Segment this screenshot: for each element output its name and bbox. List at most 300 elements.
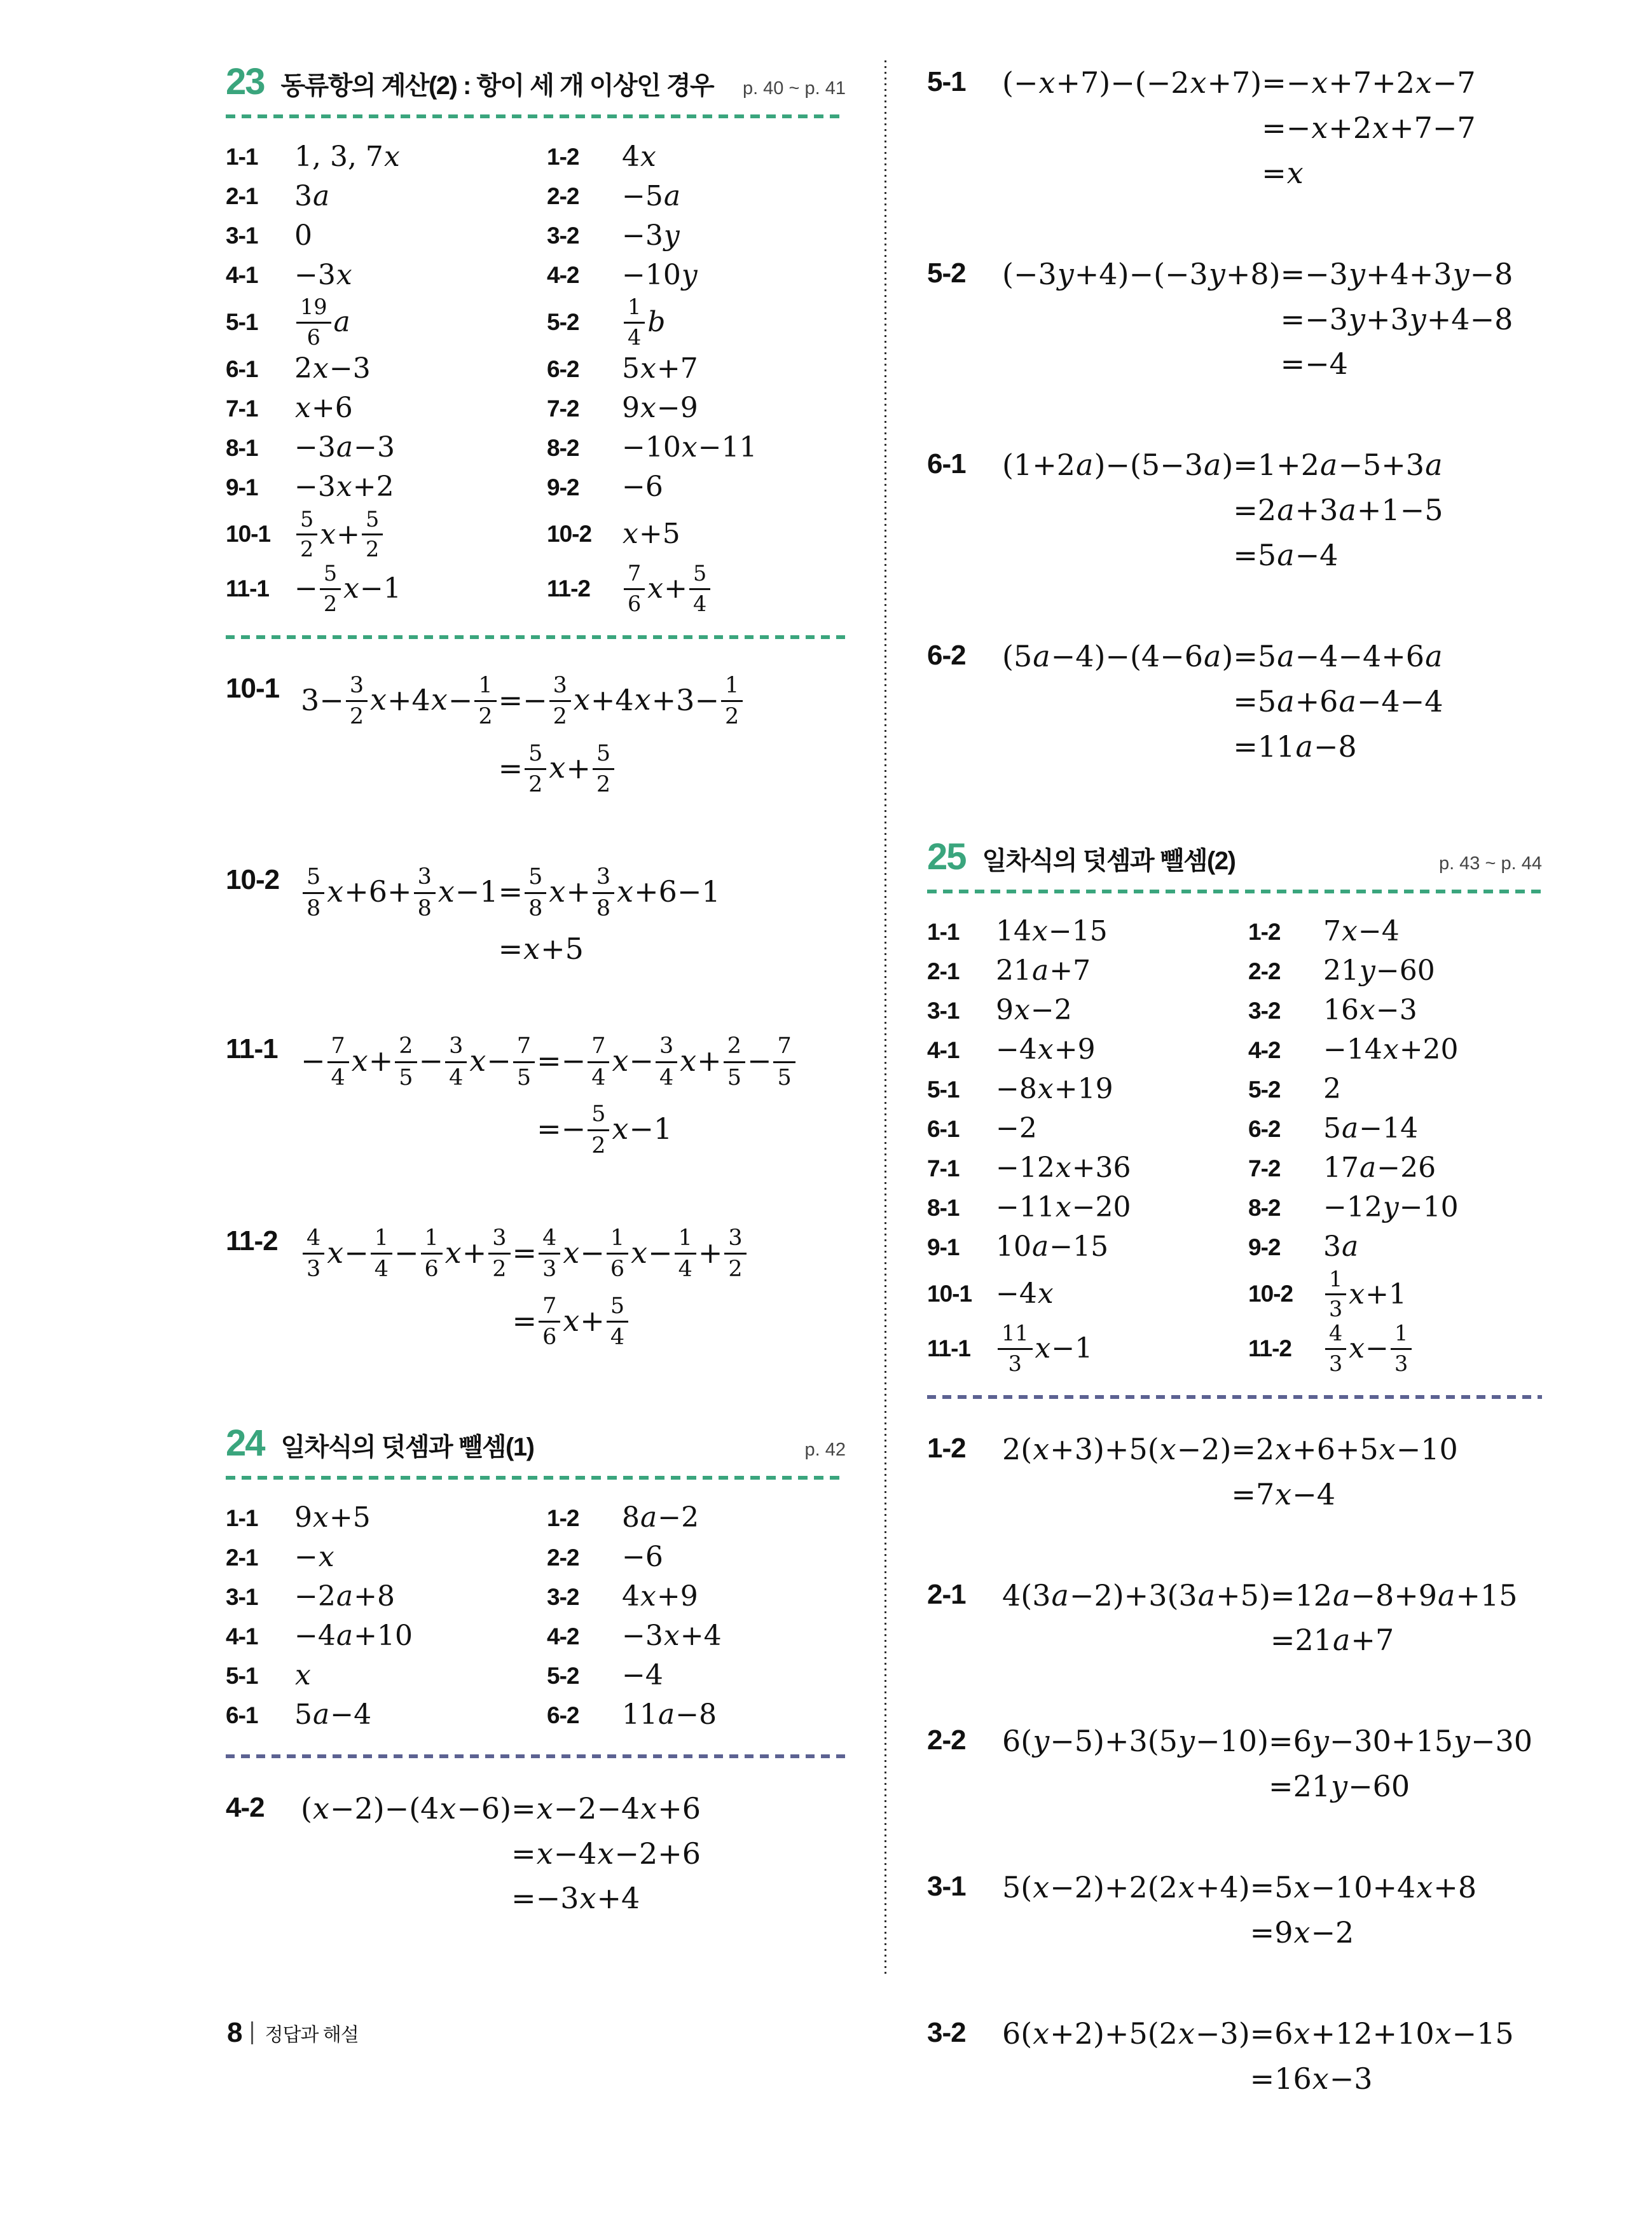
solution-steps bbox=[1002, 634, 1443, 769]
fraction bbox=[445, 1033, 467, 1090]
answer-row bbox=[226, 389, 846, 429]
answer-row bbox=[226, 295, 846, 350]
answer-label: 6-2 bbox=[1248, 1115, 1281, 1142]
solution bbox=[927, 252, 1542, 387]
fraction-denominator: 3 bbox=[1329, 1351, 1343, 1377]
answer-label: 7-1 bbox=[226, 395, 258, 422]
fraction-numerator: 5 bbox=[689, 561, 710, 590]
answer-value: 4x+9 bbox=[622, 1580, 698, 1613]
fraction-denominator: 2 bbox=[349, 704, 364, 730]
answer-value: −2 bbox=[996, 1112, 1037, 1145]
solution-lhs: 6(y−5)+3(5y−10) bbox=[1002, 1724, 1269, 1759]
fraction-numerator: 4 bbox=[1325, 1321, 1346, 1350]
fraction-numerator: 3 bbox=[549, 673, 571, 702]
answer-value: 14x−15 bbox=[996, 915, 1108, 948]
answer-row bbox=[226, 1538, 846, 1578]
answer-row bbox=[927, 1321, 1542, 1376]
solution-step: =6x+12+10x−15 bbox=[1249, 2016, 1514, 2051]
solution-label: 6-1 bbox=[927, 448, 966, 480]
answer-value: 1, 3, 7x bbox=[294, 140, 400, 173]
solution-lhs: (5a−4)−(4−6a) bbox=[1002, 639, 1234, 674]
solution-step-row bbox=[1002, 1910, 1476, 1955]
answer-value: 4x bbox=[622, 140, 656, 173]
solution-step-row bbox=[1002, 2011, 1514, 2056]
answer-row bbox=[226, 561, 846, 616]
solution-step-row bbox=[1002, 60, 1476, 106]
fraction-numerator: 4 bbox=[539, 1225, 560, 1255]
answer-row bbox=[927, 1228, 1542, 1267]
solution-step: =9x−2 bbox=[1249, 1915, 1354, 1950]
solution-lhs: $\frac{5}{8}$ x+6+ $\frac{3}{8}$ x−1 bbox=[301, 858, 499, 926]
fraction-numerator: 7 bbox=[588, 1033, 609, 1063]
fraction-denominator: 4 bbox=[591, 1064, 606, 1091]
fraction-numerator: 5 bbox=[525, 741, 546, 770]
answer-row bbox=[927, 991, 1542, 1031]
fraction-denominator: 2 bbox=[553, 704, 567, 730]
solution-step-row bbox=[1002, 443, 1443, 488]
answer-value: 8a−2 bbox=[622, 1501, 699, 1534]
fraction-numerator: 7 bbox=[624, 561, 645, 590]
fraction bbox=[1325, 1267, 1346, 1322]
solution-step-row bbox=[301, 1288, 748, 1356]
section-header bbox=[927, 836, 1542, 893]
fraction-numerator: 5 bbox=[362, 507, 383, 536]
solution-label: 3-1 bbox=[927, 1871, 966, 1903]
solution-step: =16x−3 bbox=[1249, 2061, 1373, 2096]
fraction bbox=[588, 1033, 609, 1090]
solution-step-row bbox=[1002, 1865, 1476, 1910]
answer-value: −x bbox=[294, 1541, 334, 1574]
answer-label: 4-2 bbox=[1248, 1036, 1281, 1063]
answer-value: $\frac{7}{6}$ x+ $\frac{5}{4}$ bbox=[622, 561, 846, 616]
answer-value: 2x−3 bbox=[294, 352, 371, 385]
solution-list bbox=[927, 60, 1542, 769]
solution-step-row bbox=[1002, 106, 1476, 151]
answer-list bbox=[226, 137, 846, 616]
solution-step-row bbox=[301, 1096, 797, 1164]
answer-value: 9x+5 bbox=[294, 1501, 371, 1534]
answer-label: 7-1 bbox=[927, 1155, 960, 1181]
fraction bbox=[539, 1225, 560, 1282]
fraction-numerator: 5 bbox=[593, 741, 614, 770]
fraction-numerator: 1 bbox=[607, 1225, 628, 1255]
fraction-denominator: 5 bbox=[777, 1064, 792, 1091]
section-header bbox=[226, 1422, 846, 1480]
solution-step: =−x+2x+7−7 bbox=[1262, 110, 1476, 145]
fraction-denominator: 6 bbox=[424, 1256, 439, 1283]
solution bbox=[927, 1573, 1542, 1663]
fraction bbox=[593, 864, 614, 921]
answer-label: 10-1 bbox=[226, 521, 271, 547]
answer-label: 9-1 bbox=[226, 474, 258, 500]
solution-label: 2-1 bbox=[927, 1578, 966, 1610]
answer-row bbox=[226, 1696, 846, 1735]
section-number: 23 bbox=[226, 61, 265, 102]
fraction-denominator: 8 bbox=[596, 895, 611, 921]
fraction-denominator: 2 bbox=[591, 1132, 606, 1159]
solution-steps bbox=[1002, 443, 1443, 578]
solution-step: =−3y+4+3y−8 bbox=[1280, 256, 1513, 291]
answer-value: −3x bbox=[294, 258, 352, 291]
fraction-numerator: 3 bbox=[724, 1225, 746, 1255]
fraction-denominator: 6 bbox=[610, 1256, 625, 1283]
answer-label: 8-1 bbox=[226, 434, 258, 461]
solution-step: =−3y+3y+4−8 bbox=[1280, 301, 1513, 336]
fraction-numerator: 1 bbox=[421, 1225, 443, 1255]
answer-value: −3y bbox=[622, 219, 680, 252]
solution bbox=[927, 1719, 1542, 1809]
answer-row bbox=[226, 1617, 846, 1656]
fraction-numerator: 5 bbox=[296, 507, 317, 536]
fraction-numerator: 1 bbox=[675, 1225, 696, 1255]
answer-value: 3a bbox=[294, 179, 330, 212]
section-pages-ref: p. 42 bbox=[804, 1439, 846, 1460]
fraction-denominator: 4 bbox=[659, 1064, 674, 1091]
answer-value: $\frac{19}{6}$ a bbox=[294, 295, 547, 350]
solution-step: =21a+7 bbox=[1270, 1623, 1394, 1658]
answer-value: −12x+36 bbox=[996, 1152, 1131, 1185]
fraction bbox=[327, 1033, 349, 1090]
answer-label: 10-1 bbox=[927, 1281, 972, 1307]
solution-step-row bbox=[1002, 151, 1476, 196]
fraction bbox=[1325, 1321, 1346, 1376]
solution-lhs: (−x+7)−(−2x+7) bbox=[1002, 65, 1262, 100]
solution-step-row bbox=[1002, 533, 1443, 578]
solution-lhs bbox=[1002, 106, 1262, 151]
answer-row bbox=[226, 216, 846, 256]
answer-list bbox=[927, 912, 1542, 1376]
solution-step: =2x+6+5x−10 bbox=[1231, 1431, 1458, 1466]
solution-lhs: $\frac{4}{3}$ x− $\frac{1}{4}$ − $\frac{1}{6}$ x+ $\frac{3}{2}$ bbox=[301, 1220, 513, 1288]
solution-lhs bbox=[1002, 533, 1233, 578]
section-header-dashed-rule bbox=[226, 1476, 846, 1480]
fraction-denominator: 2 bbox=[528, 772, 543, 797]
solution-step-row bbox=[301, 926, 720, 972]
solution-lhs: 6(x+2)+5(2x−3) bbox=[1002, 2016, 1250, 2051]
fraction bbox=[303, 1225, 324, 1282]
solution-step: =− $\frac{5}{2}$ x−1 bbox=[537, 1101, 673, 1159]
answer-label: 4-2 bbox=[547, 262, 579, 288]
answer-value: 5a−4 bbox=[294, 1698, 372, 1731]
answer-label: 5-2 bbox=[547, 308, 579, 335]
solution-label: 3-2 bbox=[927, 2016, 966, 2048]
section-title: 일차식의 덧셈과 뺄셈(2) bbox=[982, 846, 1236, 875]
solution-step-row bbox=[1002, 297, 1513, 342]
answer-label: 11-2 bbox=[547, 575, 591, 602]
solution-step: =− $\frac{3}{2}$ x+4x+3− $\frac{1}{2}$ bbox=[499, 667, 745, 735]
solution-lhs: (x−2)−(4x−6) bbox=[301, 1791, 512, 1826]
answer-value: $\frac{4}{3}$ x− $\frac{1}{3}$ bbox=[1323, 1321, 1542, 1376]
answer-value: −10x−11 bbox=[622, 431, 757, 464]
answer-row bbox=[226, 1499, 846, 1538]
solution bbox=[226, 1220, 846, 1356]
solution-steps bbox=[1002, 1427, 1458, 1517]
solution-lhs bbox=[1002, 679, 1233, 724]
solution-lhs: (1+2a)−(5−3a) bbox=[1002, 448, 1234, 483]
answer-value: 7x−4 bbox=[1323, 915, 1400, 948]
fraction bbox=[539, 1293, 560, 1350]
solution-label: 2-2 bbox=[927, 1724, 966, 1756]
answer-label: 8-1 bbox=[927, 1194, 960, 1221]
fraction-numerator: 7 bbox=[539, 1293, 560, 1323]
fraction bbox=[675, 1225, 696, 1282]
answer-label: 4-1 bbox=[226, 262, 258, 288]
fraction-denominator: 4 bbox=[449, 1064, 464, 1091]
answers-solutions-separator bbox=[226, 1754, 846, 1758]
solution-step-row bbox=[1002, 2056, 1514, 2102]
solution-label: 10-1 bbox=[226, 672, 280, 704]
fraction-denominator: 5 bbox=[727, 1064, 741, 1091]
answer-value: −12y−10 bbox=[1323, 1191, 1459, 1224]
fraction-denominator: 8 bbox=[528, 895, 543, 921]
solution-steps bbox=[1002, 1865, 1476, 1955]
fraction-numerator: 7 bbox=[327, 1033, 349, 1063]
solution-lhs bbox=[301, 1288, 513, 1356]
solution-lhs: (−3y+4)−(−3y+8) bbox=[1002, 256, 1281, 291]
fraction bbox=[721, 673, 743, 729]
answer-value: 2 bbox=[1323, 1073, 1341, 1106]
answer-value: −2a+8 bbox=[294, 1580, 395, 1613]
section-pages-ref: p. 43 ~ p. 44 bbox=[1438, 853, 1542, 874]
solution-label: 10-2 bbox=[226, 864, 280, 896]
fraction-denominator: 2 bbox=[725, 704, 740, 730]
answer-label: 1-2 bbox=[1248, 918, 1281, 945]
answer-value: $\frac{1}{3}$ x+1 bbox=[1323, 1267, 1542, 1322]
answer-value: x+6 bbox=[295, 392, 353, 425]
fraction-denominator: 2 bbox=[728, 1256, 743, 1283]
fraction-numerator: 2 bbox=[724, 1033, 745, 1063]
answer-row bbox=[927, 952, 1542, 991]
section-number: 25 bbox=[927, 836, 966, 878]
solution-step-row bbox=[1002, 341, 1513, 387]
answer-label: 6-1 bbox=[226, 1702, 258, 1728]
solution-step: =1+2a−5+3a bbox=[1233, 448, 1443, 483]
fraction-numerator: 3 bbox=[593, 864, 614, 893]
solution-lhs bbox=[301, 1876, 511, 1921]
answer-row bbox=[226, 429, 846, 468]
footer-book-title: 정답과 해설 bbox=[265, 2025, 359, 2046]
fraction bbox=[773, 1033, 795, 1090]
fraction-numerator: 4 bbox=[303, 1225, 324, 1255]
solution-steps bbox=[1002, 2011, 1514, 2102]
right-column bbox=[927, 60, 1542, 2102]
solution-step: = $\frac{4}{3}$ x− $\frac{1}{6}$ x− $\frac{1}{4}$ + $\frac{3}{2}$ bbox=[513, 1220, 748, 1288]
answer-row bbox=[226, 1578, 846, 1617]
solution-step-row bbox=[1002, 1427, 1458, 1472]
answer-value: −4x+9 bbox=[996, 1033, 1096, 1066]
fraction bbox=[362, 507, 383, 562]
fraction-numerator: 19 bbox=[296, 295, 331, 324]
fraction-denominator: 4 bbox=[628, 324, 642, 350]
solution bbox=[226, 1786, 846, 1922]
answer-label: 3-1 bbox=[226, 1583, 258, 1610]
solution bbox=[927, 443, 1542, 578]
answer-label: 1-1 bbox=[927, 918, 960, 945]
solution-step-row bbox=[301, 858, 720, 926]
solution-step: =5a−4−4+6a bbox=[1233, 639, 1443, 674]
fraction-numerator: 5 bbox=[320, 561, 341, 590]
fraction-denominator: 2 bbox=[323, 591, 338, 616]
solution-lhs bbox=[301, 1096, 537, 1164]
section-header-row bbox=[927, 836, 1542, 878]
answer-label: 1-2 bbox=[547, 144, 579, 170]
fraction-numerator: 1 bbox=[474, 673, 496, 702]
fraction-numerator: 3 bbox=[414, 864, 436, 893]
solution-step-row bbox=[1002, 1472, 1458, 1517]
solution-lhs bbox=[301, 926, 499, 972]
solution-lhs: 2(x+3)+5(x−2) bbox=[1002, 1431, 1232, 1466]
solution-lhs bbox=[1002, 1910, 1250, 1955]
answer-row bbox=[927, 1188, 1542, 1228]
answer-row bbox=[927, 1267, 1542, 1322]
answer-row bbox=[226, 350, 846, 389]
solution-step: = $\frac{5}{8}$ x+ $\frac{3}{8}$ x+6−1 bbox=[498, 864, 720, 921]
answers-solutions-separator bbox=[226, 635, 846, 639]
solution bbox=[927, 60, 1542, 196]
answer-value: 9x−2 bbox=[996, 994, 1072, 1027]
fraction-denominator: 2 bbox=[365, 537, 380, 562]
solution-step-row bbox=[301, 1028, 797, 1096]
fraction-numerator: 3 bbox=[656, 1033, 677, 1063]
answer-value: −10y bbox=[622, 258, 698, 291]
answer-row bbox=[927, 912, 1542, 952]
solution bbox=[927, 1427, 1542, 1517]
solution-step: =x−2−4x+6 bbox=[511, 1791, 701, 1826]
section-header bbox=[226, 60, 846, 118]
answer-label: 5-1 bbox=[226, 308, 258, 335]
answer-row bbox=[927, 1070, 1542, 1110]
answer-value: −8x+19 bbox=[996, 1073, 1113, 1106]
solution-lhs: 5(x−2)+2(2x+4) bbox=[1002, 1870, 1250, 1905]
fraction bbox=[588, 1101, 609, 1158]
answer-value: 11a−8 bbox=[622, 1698, 717, 1731]
fraction bbox=[296, 295, 331, 350]
solution-list bbox=[226, 1786, 846, 1922]
solution-lhs bbox=[1002, 151, 1262, 196]
solution-step-row bbox=[1002, 679, 1443, 724]
answer-value: −6 bbox=[622, 1541, 663, 1574]
answer-label: 7-2 bbox=[547, 395, 579, 422]
answer-label: 9-1 bbox=[927, 1234, 960, 1260]
solution-steps bbox=[301, 858, 720, 972]
answer-value: −6 bbox=[622, 471, 663, 504]
solution-step: =7x−4 bbox=[1231, 1476, 1335, 1511]
solution-lhs bbox=[1002, 724, 1233, 769]
fraction bbox=[303, 864, 324, 921]
fraction bbox=[371, 1225, 392, 1282]
answer-label: 2-1 bbox=[226, 183, 258, 209]
fraction bbox=[320, 561, 341, 616]
section-number: 24 bbox=[226, 1422, 265, 1464]
solution-step-row bbox=[301, 1831, 701, 1876]
solution-lhs bbox=[1002, 341, 1281, 387]
solution-lhs: − $\frac{7}{4}$ x+ $\frac{2}{5}$ − $\frac{3}{4}$ x− $\frac{7}{5}$ bbox=[301, 1028, 537, 1096]
answer-label: 5-1 bbox=[226, 1662, 258, 1689]
answer-label: 1-1 bbox=[226, 1504, 258, 1531]
answer-label: 8-2 bbox=[1248, 1194, 1281, 1221]
fraction-numerator: 7 bbox=[513, 1033, 535, 1063]
answer-row bbox=[226, 507, 846, 562]
fraction bbox=[998, 1321, 1033, 1376]
answer-label: 2-2 bbox=[1248, 958, 1281, 984]
solution-step: =x+5 bbox=[498, 932, 584, 967]
answer-label: 5-1 bbox=[927, 1076, 960, 1103]
solution-steps bbox=[301, 667, 745, 803]
answer-label: 3-2 bbox=[547, 223, 579, 249]
solution-label: 5-2 bbox=[927, 257, 966, 289]
fraction-numerator: 5 bbox=[588, 1101, 609, 1131]
solution-lhs bbox=[1002, 2056, 1250, 2102]
answer-row bbox=[927, 1031, 1542, 1070]
fraction-denominator: 3 bbox=[306, 1256, 321, 1283]
solution bbox=[226, 667, 846, 803]
solution-lhs bbox=[1002, 1472, 1231, 1517]
fraction bbox=[488, 1225, 510, 1282]
solution-lhs bbox=[1002, 297, 1281, 342]
solution bbox=[927, 634, 1542, 769]
answer-label: 6-2 bbox=[547, 355, 579, 382]
solution-step: =12a−8+9a+15 bbox=[1270, 1578, 1518, 1613]
fraction bbox=[593, 741, 614, 797]
answer-label: 4-1 bbox=[927, 1036, 960, 1063]
answer-value: 17a−26 bbox=[1323, 1152, 1436, 1185]
answer-label: 3-2 bbox=[547, 1583, 579, 1610]
solution bbox=[226, 858, 846, 972]
fraction-denominator: 2 bbox=[492, 1256, 507, 1283]
solution-step-row bbox=[1002, 1618, 1518, 1663]
fraction bbox=[513, 1033, 535, 1090]
fraction bbox=[525, 741, 546, 797]
solution-step: =2a+3a+1−5 bbox=[1233, 493, 1443, 528]
solution-lhs bbox=[301, 735, 499, 803]
answer-label: 8-2 bbox=[547, 434, 579, 461]
solution-step: =5a+6a−4−4 bbox=[1233, 684, 1443, 719]
answer-label: 7-2 bbox=[1248, 1155, 1281, 1181]
fraction-numerator: 5 bbox=[303, 864, 324, 893]
fraction-denominator: 8 bbox=[417, 895, 432, 921]
fraction bbox=[414, 864, 436, 921]
fraction-denominator: 6 bbox=[306, 324, 320, 350]
fraction-numerator: 1 bbox=[624, 295, 645, 324]
answer-value: 21a+7 bbox=[996, 954, 1091, 988]
answer-label: 4-2 bbox=[547, 1623, 579, 1649]
page-footer bbox=[227, 2017, 359, 2049]
answer-list bbox=[226, 1499, 846, 1735]
solution-label: 6-2 bbox=[927, 640, 966, 671]
answer-label: 3-2 bbox=[1248, 997, 1281, 1024]
fraction bbox=[607, 1293, 628, 1350]
section-header-dashed-rule bbox=[927, 890, 1542, 893]
section-pages-ref: p. 40 ~ p. 41 bbox=[742, 78, 846, 99]
answer-value: −11x−20 bbox=[996, 1191, 1131, 1224]
answer-row bbox=[226, 177, 846, 216]
fraction-numerator: 1 bbox=[1325, 1267, 1346, 1296]
fraction bbox=[549, 673, 571, 729]
answer-row bbox=[226, 256, 846, 295]
fraction bbox=[607, 1225, 628, 1282]
solution bbox=[226, 1028, 846, 1164]
fraction bbox=[421, 1225, 443, 1282]
fraction bbox=[724, 1033, 745, 1090]
solution bbox=[927, 2011, 1542, 2102]
answer-label: 5-2 bbox=[1248, 1076, 1281, 1103]
answer-label: 6-1 bbox=[226, 355, 258, 382]
fraction-denominator: 5 bbox=[399, 1064, 413, 1091]
solution-list bbox=[927, 1427, 1542, 2102]
footer-divider bbox=[251, 2021, 253, 2044]
fraction-denominator: 6 bbox=[628, 591, 642, 616]
solution-step: =6y−30+15y−30 bbox=[1269, 1724, 1533, 1759]
